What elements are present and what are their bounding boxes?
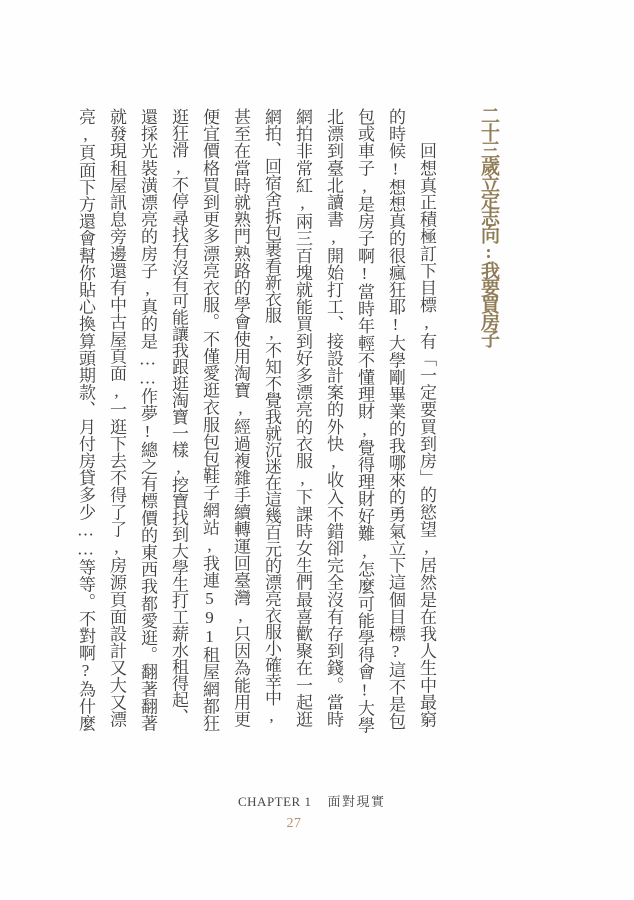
body-column: 包或車子,是房子啊!當時年輕不懂理財,覺得理財好難,怎麼可能學得會!大學 — [355, 108, 374, 734]
body-column: 網拍非常紅,兩三百塊就能買到好多漂亮的衣服,下課時女生們最喜歡聚在一起逛 — [293, 108, 312, 728]
chapter-heading: 二十三歲立定志向:我要買房子 — [478, 106, 499, 346]
body-column: 便宜價格買到更多漂亮衣服。不僅愛逛衣服包包鞋子網站,我連591租屋網都狂 — [200, 108, 219, 732]
body-column: 的時候!想想真的很瘋狂耶!大學剛畢業的我哪來的勇氣立下這個目標?這不是包 — [386, 108, 405, 730]
body-column: 甚至在當時就熟門熟路的學會使用淘寶,經過複雜手續轉運回臺灣,只因為能用更 — [231, 108, 250, 728]
page-footer — [238, 791, 386, 810]
body-column: 逛狂滑,不停尋找有沒有可能讓我跟逛淘寶一樣,挖寶找到大學生打工薪水租得起、 — [169, 108, 188, 725]
body-column: 北漂到臺北讀書,開始打工、接設計案的外快,收入不錯卻完全沒有存到錢。當時 — [324, 108, 343, 728]
body-column: 就發現租屋訊息旁邊還有中古屋頁面,一逛下去不得了了,房源頁面設計又大又漂 — [107, 108, 126, 728]
footer-chapter-label: CHAPTER 1 — [238, 794, 312, 809]
body-column: 回想真正積極訂下目標,有「一定要買到房」的慾望,居然是在我人生中最窮 — [417, 108, 436, 728]
body-column: 網拍、回宿舍拆包裹看新衣服,不知不覺我就沉迷在這幾百元的漂亮衣服小確幸中, — [262, 108, 281, 725]
body-column: 亮,頁面下方還會幫你貼心換算頭期款、月付房貸多少……等等。不對啊?為什麼 — [76, 108, 95, 732]
page-number: 27 — [286, 816, 302, 831]
body-column: 還採光裝潢漂亮的房子,真的是……作夢!總之有標價的東西我都愛逛。翻著翻著 — [138, 108, 157, 732]
body-text — [70, 108, 442, 753]
footer-chapter-title: 面對現實 — [327, 794, 386, 809]
